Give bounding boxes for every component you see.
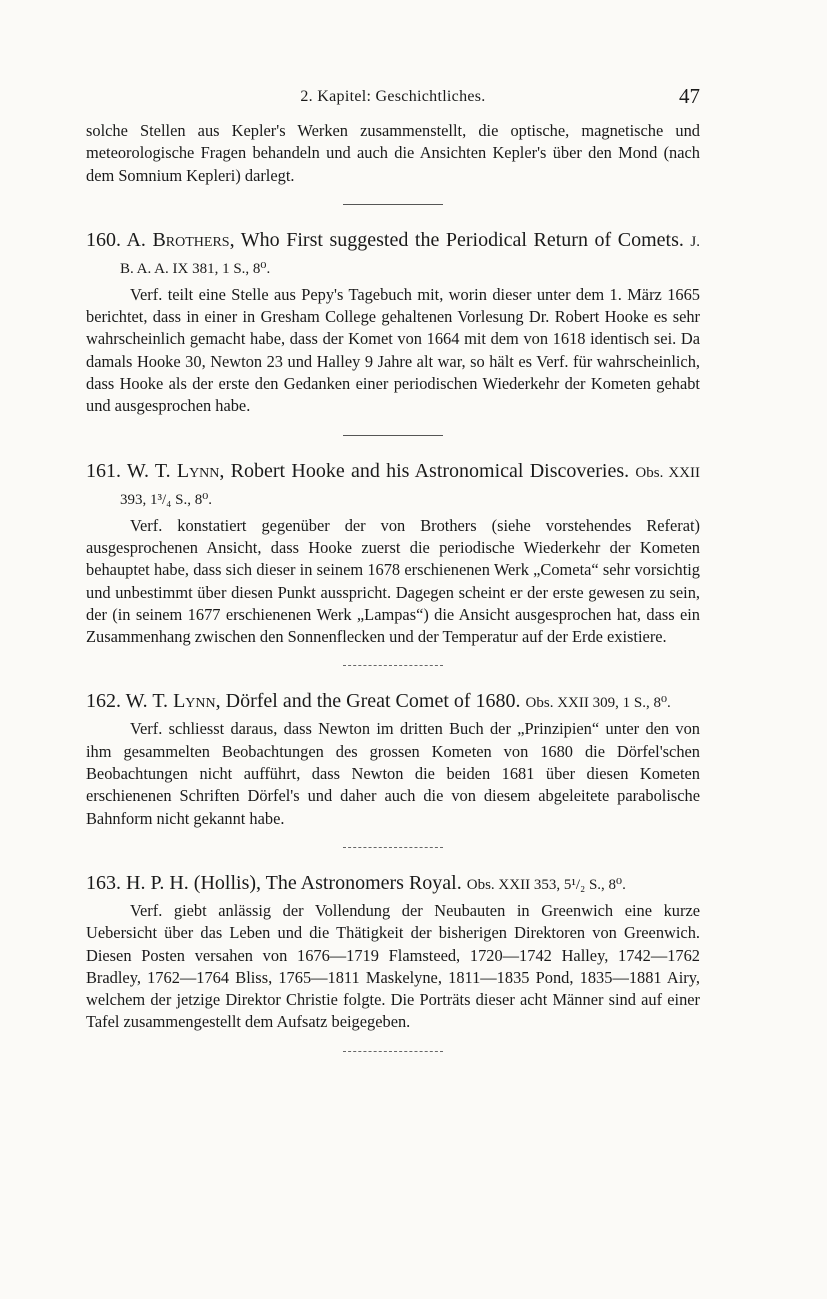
entry-citation: Obs. XXII 353, 5¹/₂ S., 8⁰. bbox=[466, 876, 626, 893]
page-header bbox=[86, 84, 700, 114]
entry-body: Verf. giebt anlässig der Vollendung der Neubauten in Greenwich eine kurze Uebersicht über das Leben und die Thätigkeit der bisherigen Direktoren von Greenwich. Diesen Posten versahen von 1676—1719 Flamsteed, 1720—1742 Halley, 1742—1762 Bradley, 1762—1764 Bliss, 1765—1811 Maskelyne, 1811—1835 Pond, 1835—1881 Airy, welchem der jetzige Direktor Christie folgte. Die Porträts dieser acht Männer sind auf einer Tafel zusammengestellt dem Aufsatz beigegeben. bbox=[86, 900, 700, 1032]
entry-heading bbox=[86, 459, 700, 513]
entry-heading bbox=[86, 228, 700, 282]
entry-title: , The Astronomers Royal. bbox=[256, 871, 462, 894]
entry-160 bbox=[86, 228, 700, 418]
separator-rule bbox=[343, 1051, 443, 1052]
author-name: Lynn bbox=[176, 459, 220, 482]
separator-rule bbox=[343, 847, 443, 848]
entry-heading bbox=[86, 871, 700, 898]
separator-rule bbox=[343, 665, 443, 666]
entry-title: , Dörfel and the Great Comet of 1680. bbox=[215, 690, 521, 713]
author-name: (Hollis) bbox=[193, 871, 257, 894]
document-page bbox=[86, 84, 700, 1075]
entry-161 bbox=[86, 459, 700, 649]
entry-title: , Robert Hooke and his Astronomical Discoveries. bbox=[219, 459, 630, 482]
entry-number: 163. bbox=[86, 871, 121, 894]
intro-paragraph: solche Stellen aus Kepler's Werken zusammenstellt, die optische, magnetische und meteorologische Fragen behandeln und auch die Ansichten Kepler's über den Mond (nach dem Somnium Kepleri) darlegt. bbox=[86, 121, 700, 185]
author-initials: H. P. H. bbox=[126, 871, 189, 894]
entry-citation: Obs. XXII 309, 1 S., 8⁰. bbox=[525, 695, 671, 712]
entry-citation: Obs. XXII 393, 1³/₄ S., 8⁰. bbox=[120, 464, 701, 508]
author-initials: A. bbox=[126, 228, 146, 251]
page-number: 47 bbox=[679, 84, 700, 108]
entry-title: , Who First suggested the Periodical Return of Comets. bbox=[229, 228, 684, 251]
separator-rule bbox=[343, 435, 443, 436]
entry-heading bbox=[86, 689, 700, 716]
author-initials: W. T. bbox=[125, 690, 169, 713]
entry-number: 161. bbox=[86, 459, 121, 482]
entry-body: Verf. schliesst daraus, dass Newton im dritten Buch der „Prinzipien“ unter den von ihm gesammelten Beobachtungen des grossen Kometen von 1680 die Dörfel'schen Beobachtungen nicht aufführt, dass Newton die beiden 1681 über diesen Kometen erschienenen Schriften Dörfel's und daher auch die von diesem abgeleitete parabolische Bahnform nicht gekannt habe. bbox=[86, 719, 700, 828]
entry-citation: J. B. A. A. IX 381, 1 S., 8⁰. bbox=[120, 233, 701, 277]
entry-number: 162. bbox=[86, 690, 121, 713]
entry-body: Verf. teilt eine Stelle aus Pepy's Tagebuch mit, worin dieser unter dem 1. März 1665 berichtet, dass in einer in Gresham College gehaltenen Vorlesung Dr. Robert Hooke es sehr wahrscheinlich gemacht habe, dass der Komet von 1664 mit dem von 1618 identisch sei. Da damals Hooke 30, Newton 23 und Halley 9 Jahre alt war, so hält es Verf. für wahrscheinlich, dass Hooke als der erste den Gedanken einer periodischen Wiederkehr der Kometen gehabt und ausgesprochen habe. bbox=[86, 284, 700, 416]
author-initials: W. T. bbox=[126, 459, 171, 482]
entry-number: 160. bbox=[86, 228, 121, 251]
running-title: 2. Kapitel: Geschichtliches. bbox=[300, 88, 486, 105]
separator-rule bbox=[343, 204, 443, 205]
entry-163 bbox=[86, 871, 700, 1034]
author-name: Brothers bbox=[152, 228, 230, 251]
author-name: Lynn bbox=[173, 690, 216, 713]
entry-162 bbox=[86, 689, 700, 829]
entry-body: Verf. konstatiert gegenüber der von Brothers (siehe vorstehendes Referat) ausgesprochenen Ansicht, dass Hooke zuerst die periodische Wiederkehr der Kometen behauptet habe, dass sich dieser in seinem 1678 erschienenen Werk „Cometa“ sehr vorsichtig und unbestimmt über diesen Punkt ausspricht. Dagegen scheint er der erste gewesen zu sein, der (in seinem 1677 erschienenen Werk „Lampas“) die Ansicht ausgesprochen hat, dass ein Zusammenhang zwischen den Sonnenflecken und der Temperatur auf der Erde existiere. bbox=[86, 515, 700, 647]
